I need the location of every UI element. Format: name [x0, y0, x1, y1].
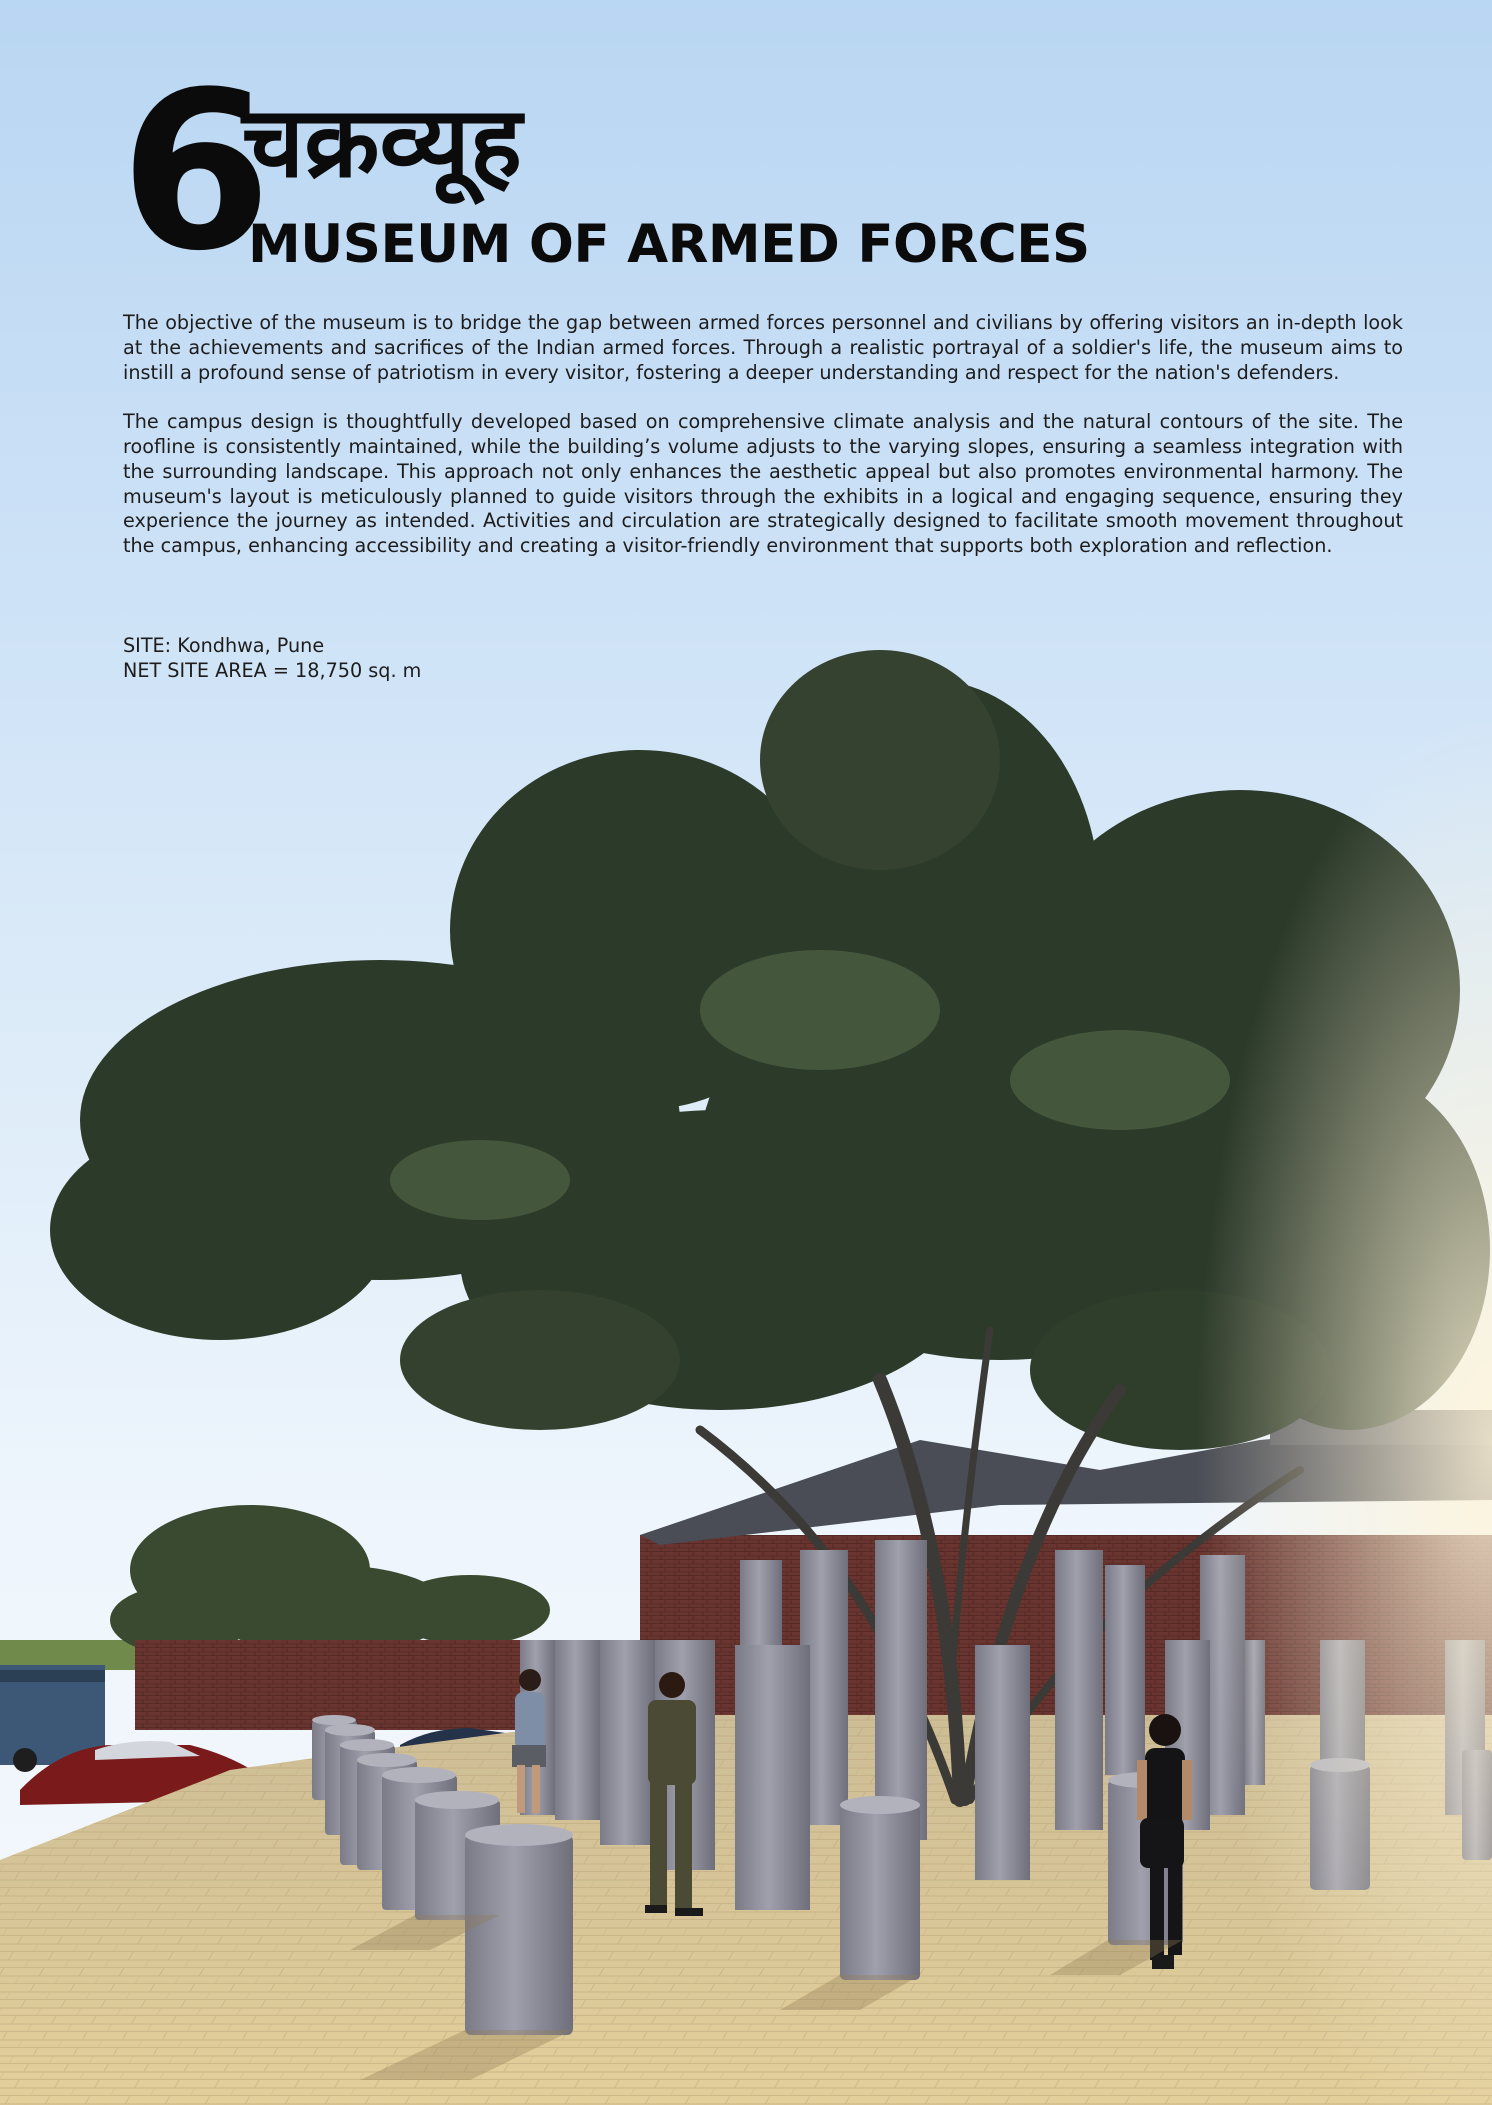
column [735, 1645, 810, 1910]
section-number: 6 [120, 46, 266, 299]
hindi-title: चक्रव्यूह [242, 86, 522, 200]
background-tree [110, 1505, 550, 1655]
paragraph-objective: The objective of the museum is to bridge the gap between armed forces personnel and civilians by offering visitors an in-depth look at the achievements and sacrifices of the Indian armed forces. Through a realistic portrayal of a soldier's life, the museum aims to instill a profound sense of patriotism in every visitor, fostering a deeper understanding and respect for the nation's defenders. [123, 311, 1403, 384]
site-area: NET SITE AREA = 18,750 sq. m [123, 658, 422, 682]
page-header [120, 46, 1410, 299]
page-title: MUSEUM OF ARMED FORCES [248, 214, 1090, 275]
column [600, 1640, 655, 1845]
architectural-render [0, 640, 1492, 2105]
description [123, 311, 1403, 584]
paragraph-campus-design: The campus design is thoughtfully developed based on comprehensive climate analysis and the natural contours of the site. The roofline is consistently maintained, while the building’s volume adjusts to the varying slopes, ensuring a seamless integration with the surrounding landscape. This approach not only enhances the aesthetic appeal but also promotes environmental harmony. The museum's layout is meticulously planned to guide visitors through the exhibits in a logical and engaging sequence, ensuring they experience the journey as intended. Activities and circulation are strategically designed to facilitate smooth movement throughout the campus, enhancing accessibility and creating a visitor-friendly environment that supports both exploration and reflection. [123, 410, 1403, 558]
column [465, 1835, 573, 2035]
site-location: SITE: Kondhwa, Pune [123, 634, 325, 657]
sunlight-glow [900, 640, 1492, 2105]
column [555, 1640, 600, 1820]
